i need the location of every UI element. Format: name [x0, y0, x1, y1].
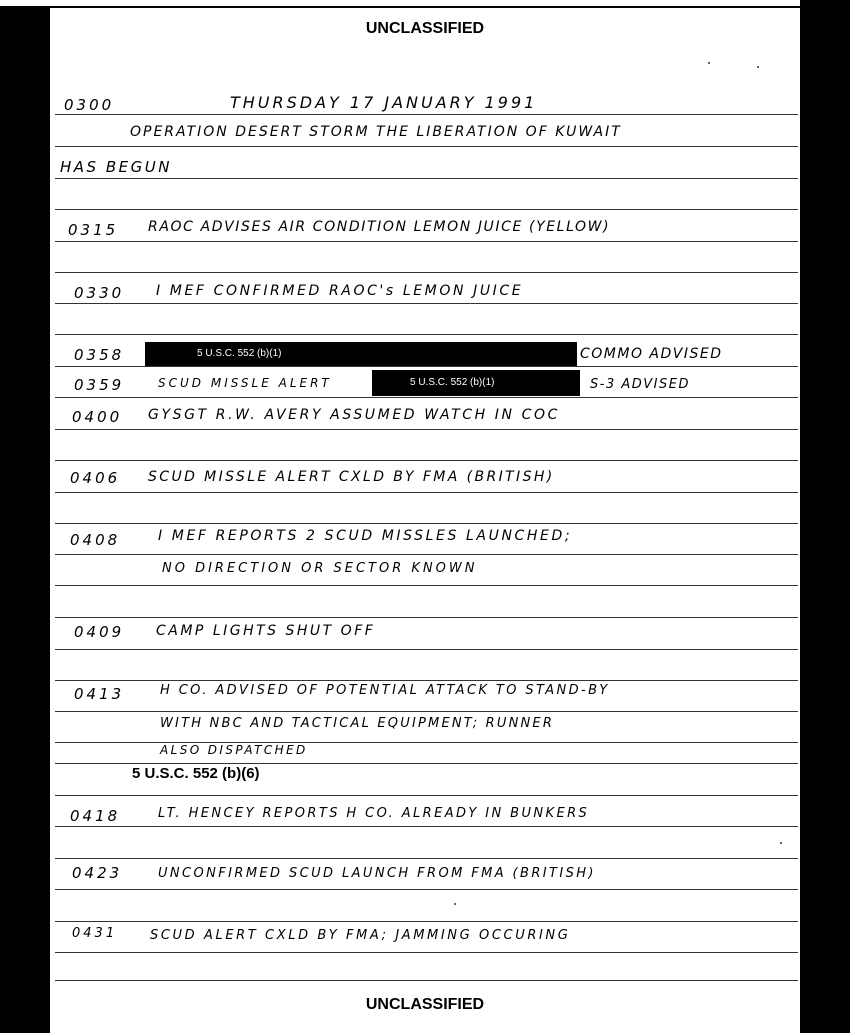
ruled-line — [55, 980, 798, 981]
ruled-line — [55, 146, 798, 147]
entry-time: 0315 — [68, 221, 119, 239]
entry-time: 0359 — [74, 376, 125, 394]
entry-text: NO DIRECTION OR SECTOR KNOWN — [162, 561, 478, 576]
ruled-line — [55, 334, 798, 335]
ruled-line — [55, 585, 798, 586]
entry-text: S-3 ADVISED — [590, 377, 690, 392]
entry-time: 0330 — [74, 284, 125, 302]
ruled-line — [55, 429, 798, 430]
entry-text: SCUD MISSLE ALERT CXLD BY FMA (BRITISH) — [148, 469, 555, 485]
entry-text: I MEF CONFIRMED RAOC's LEMON JUICE — [156, 283, 524, 299]
entry-text: COMMO ADVISED — [580, 346, 723, 362]
ruled-line — [55, 649, 798, 650]
classification-footer: UNCLASSIFIED — [365, 996, 485, 1013]
ruled-line — [55, 826, 798, 827]
entry-text: HAS BEGUN — [60, 158, 172, 176]
ruled-line — [55, 554, 798, 555]
entry-text: LT. HENCEY REPORTS H CO. ALREADY IN BUNKERS — [158, 806, 590, 821]
ruled-line — [55, 178, 798, 179]
ruled-line — [55, 241, 798, 242]
classification-header: UNCLASSIFIED — [365, 20, 485, 37]
redaction-box — [145, 342, 577, 366]
entry-text: UNCONFIRMED SCUD LAUNCH FROM FMA (BRITISH) — [158, 866, 596, 881]
entry-text: I MEF REPORTS 2 SCUD MISSLES LAUNCHED; — [158, 528, 573, 544]
entry-time: 0409 — [74, 623, 125, 641]
scan-speck — [454, 903, 456, 905]
ruled-line — [55, 680, 798, 681]
ruled-line — [55, 209, 798, 210]
exemption-label: 5 U.S.C. 552 (b)(6) — [132, 765, 260, 782]
entry-text: H CO. ADVISED OF POTENTIAL ATTACK TO STAND-BY — [160, 683, 610, 698]
entry-text: GYSGT R.W. AVERY ASSUMED WATCH IN COC — [148, 407, 561, 423]
redaction-label: 5 U.S.C. 552 (b)(1) — [410, 377, 495, 388]
ruled-line — [55, 114, 798, 115]
entry-text: OPERATION DESERT STORM THE LIBERATION OF KUWAIT — [130, 124, 622, 140]
redaction-label: 5 U.S.C. 552 (b)(1) — [197, 348, 282, 359]
ruled-line — [55, 272, 798, 273]
entry-time: 0431 — [72, 926, 118, 941]
ruled-line — [55, 952, 798, 953]
ruled-line — [55, 795, 798, 796]
entry-time: 0418 — [70, 807, 121, 825]
ruled-line — [55, 617, 798, 618]
entry-text: SCUD MISSLE ALERT — [158, 376, 332, 390]
ruled-line — [55, 460, 798, 461]
scan-speck — [780, 842, 782, 844]
entry-time: 0408 — [70, 531, 121, 549]
ruled-line — [55, 921, 798, 922]
scan-speck — [708, 62, 710, 64]
entry-time: 0300 — [64, 96, 115, 114]
ruled-line — [55, 366, 798, 367]
ruled-line — [55, 303, 798, 304]
redaction-box — [372, 370, 580, 396]
entry-time: 0358 — [74, 346, 125, 364]
ruled-line — [55, 858, 798, 859]
entry-text: WITH NBC AND TACTICAL EQUIPMENT; RUNNER — [160, 716, 555, 731]
entry-time: 0406 — [70, 469, 121, 487]
scan-border-left — [0, 8, 50, 1033]
ruled-line — [55, 523, 798, 524]
entry-text: ALSO DISPATCHED — [160, 743, 308, 757]
ruled-line — [55, 711, 798, 712]
entry-text: RAOC ADVISES AIR CONDITION LEMON JUICE (YELLOW) — [148, 219, 611, 235]
entry-time: 0413 — [74, 685, 125, 703]
entry-time: 0423 — [72, 864, 123, 882]
scan-speck — [757, 66, 759, 68]
ruled-line — [55, 889, 798, 890]
entry-date: THURSDAY 17 JANUARY 1991 — [230, 93, 538, 112]
entry-time: 0400 — [72, 408, 123, 426]
ruled-line — [55, 763, 798, 764]
ruled-line — [55, 397, 798, 398]
ruled-line — [55, 492, 798, 493]
entry-text: CAMP LIGHTS SHUT OFF — [156, 623, 376, 639]
scan-border-right — [800, 0, 850, 1033]
entry-text: SCUD ALERT CXLD BY FMA; JAMMING OCCURING — [150, 928, 571, 943]
